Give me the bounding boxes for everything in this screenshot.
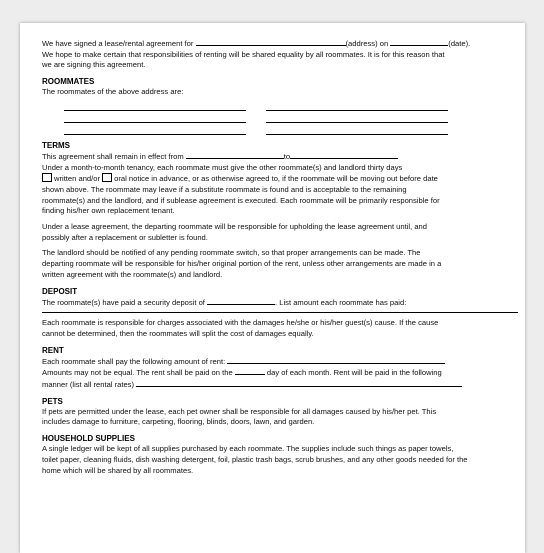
terms-line-3 xyxy=(42,173,518,185)
terms-paragraph-2 xyxy=(42,222,518,243)
address-blank xyxy=(196,38,346,46)
household-line-2: toilet paper, cleaning fluids, dish washing detergent, foil, plastic trash bags, scrub brushes, and any other goods needed for the xyxy=(42,454,468,464)
terms-p3-line: The landlord should be notified of any pending roommate switch, so that proper arrangements can be made. The xyxy=(42,248,421,258)
rental-rates-blank xyxy=(136,379,462,387)
rent-line-1 xyxy=(42,356,518,368)
deposit-line: cannot be determined, then the roommates will split the cost of damages equally. xyxy=(42,328,314,338)
roommate-lines-row xyxy=(64,115,518,123)
roommate-name-line xyxy=(64,103,246,111)
terms-p3-line: written agreement with the roommate(s) and landlord. xyxy=(42,269,223,279)
intro-line-2: We hope to make certain that responsibilities of renting will be shared equality by all roommates. It is for this reason that xyxy=(42,49,445,59)
pets-heading: PETS xyxy=(42,396,63,406)
intro-text: (date). xyxy=(448,39,471,48)
terms-p2-line: possibly after a replacement or subletter is found. xyxy=(42,232,208,242)
date-blank xyxy=(390,38,448,46)
document-page xyxy=(20,23,525,553)
deposit-line-1 xyxy=(42,297,518,309)
rent-amount-blank xyxy=(227,356,445,364)
terms-heading: TERMS xyxy=(42,140,70,150)
written-notice-checkbox[interactable] xyxy=(42,173,52,182)
terms-text: This agreement shall remain in effect from xyxy=(42,151,184,161)
roommate-lines-row xyxy=(64,127,518,135)
deposit-list-line xyxy=(42,310,518,313)
end-date-blank xyxy=(290,151,398,159)
terms-p2-line: Under a lease agreement, the departing roommate will be responsible for upholding the lease agreement until, and xyxy=(42,222,427,232)
terms-line-2: Under a month-to-month tenancy, each roommate must give the other roommate(s) and landlord thirty days xyxy=(42,162,403,172)
rent-text: Amounts may not be equal. The rent shall be paid on the xyxy=(42,368,233,378)
intro-line-3: we are signing this agreement. xyxy=(42,60,146,70)
rent-text: day of each month. Rent will be paid in the following xyxy=(266,368,442,378)
roommates-text: The roommates of the above address are: xyxy=(42,87,184,97)
household-heading: HOUSEHOLD SUPPLIES xyxy=(42,434,135,444)
roommate-name-line xyxy=(266,127,448,135)
rent-line-2 xyxy=(42,367,518,379)
roommates-heading: ROOMMATES xyxy=(42,77,95,87)
document-content xyxy=(42,38,518,476)
rent-text: Each roommate shall pay the following amount of rent: xyxy=(42,356,226,366)
intro-text: We have signed a lease/rental agreement for xyxy=(42,39,194,48)
intro-section xyxy=(42,38,518,71)
terms-text: oral notice in advance, or as otherwise agreed to, if the roommate will be moving out before date xyxy=(114,174,438,184)
household-line-1: A single ledger will be kept of all supplies purchased by each roommate. The supplies include such things as paper towels, xyxy=(42,444,454,454)
terms-line-5: roommate(s) and the landlord, and if sublease agreement is executed. Each roommate will be primarily responsible for xyxy=(42,195,440,205)
roommate-name-line xyxy=(266,103,448,111)
terms-text: to xyxy=(283,151,291,161)
roommate-name-line xyxy=(64,127,246,135)
intro-line-1 xyxy=(42,38,518,50)
rent-text: manner (list all rental rates) xyxy=(42,380,135,390)
terms-paragraph-3 xyxy=(42,248,518,280)
terms-line-1 xyxy=(42,151,518,163)
deposit-paragraph xyxy=(42,318,518,339)
terms-line-6: finding his/her own replacement tenant. xyxy=(42,206,175,216)
terms-text: written and/or xyxy=(54,174,101,184)
terms-line-4: shown above. The roommate may leave if a substitute roommate is found and is acceptable to the remaining xyxy=(42,184,407,194)
deposit-amount-blank xyxy=(207,297,275,305)
rent-heading: RENT xyxy=(42,345,64,355)
deposit-text: The roommate(s) have paid a security deposit of xyxy=(42,297,205,307)
intro-text: (address) on xyxy=(345,39,389,48)
rent-day-blank xyxy=(235,367,265,375)
pets-line-2: includes damage to furniture, carpeting, flooring, blinds, doors, lawn, and garden. xyxy=(42,417,315,427)
start-date-blank xyxy=(186,151,284,159)
oral-notice-checkbox[interactable] xyxy=(102,173,112,182)
roommate-name-line xyxy=(266,115,448,123)
deposit-line: Each roommate is responsible for charges associated with the damages he/she or his/her guest(s) cause. If the cause xyxy=(42,318,439,328)
terms-p3-line: departing roommate will be responsible for his/her original portion of the rent, unless other arrangements are made in a xyxy=(42,259,442,269)
roommate-name-line xyxy=(64,115,246,123)
pets-line-1: If pets are permitted under the lease, each pet owner shall be responsible for all damages caused by his/her pet. This xyxy=(42,406,437,416)
household-line-3: home which will be shared by all roommates. xyxy=(42,465,194,475)
rent-line-3 xyxy=(42,379,518,391)
deposit-heading: DEPOSIT xyxy=(42,286,78,296)
roommate-lines-row xyxy=(64,103,518,111)
deposit-text: . List amount each roommate has paid: xyxy=(275,297,407,307)
